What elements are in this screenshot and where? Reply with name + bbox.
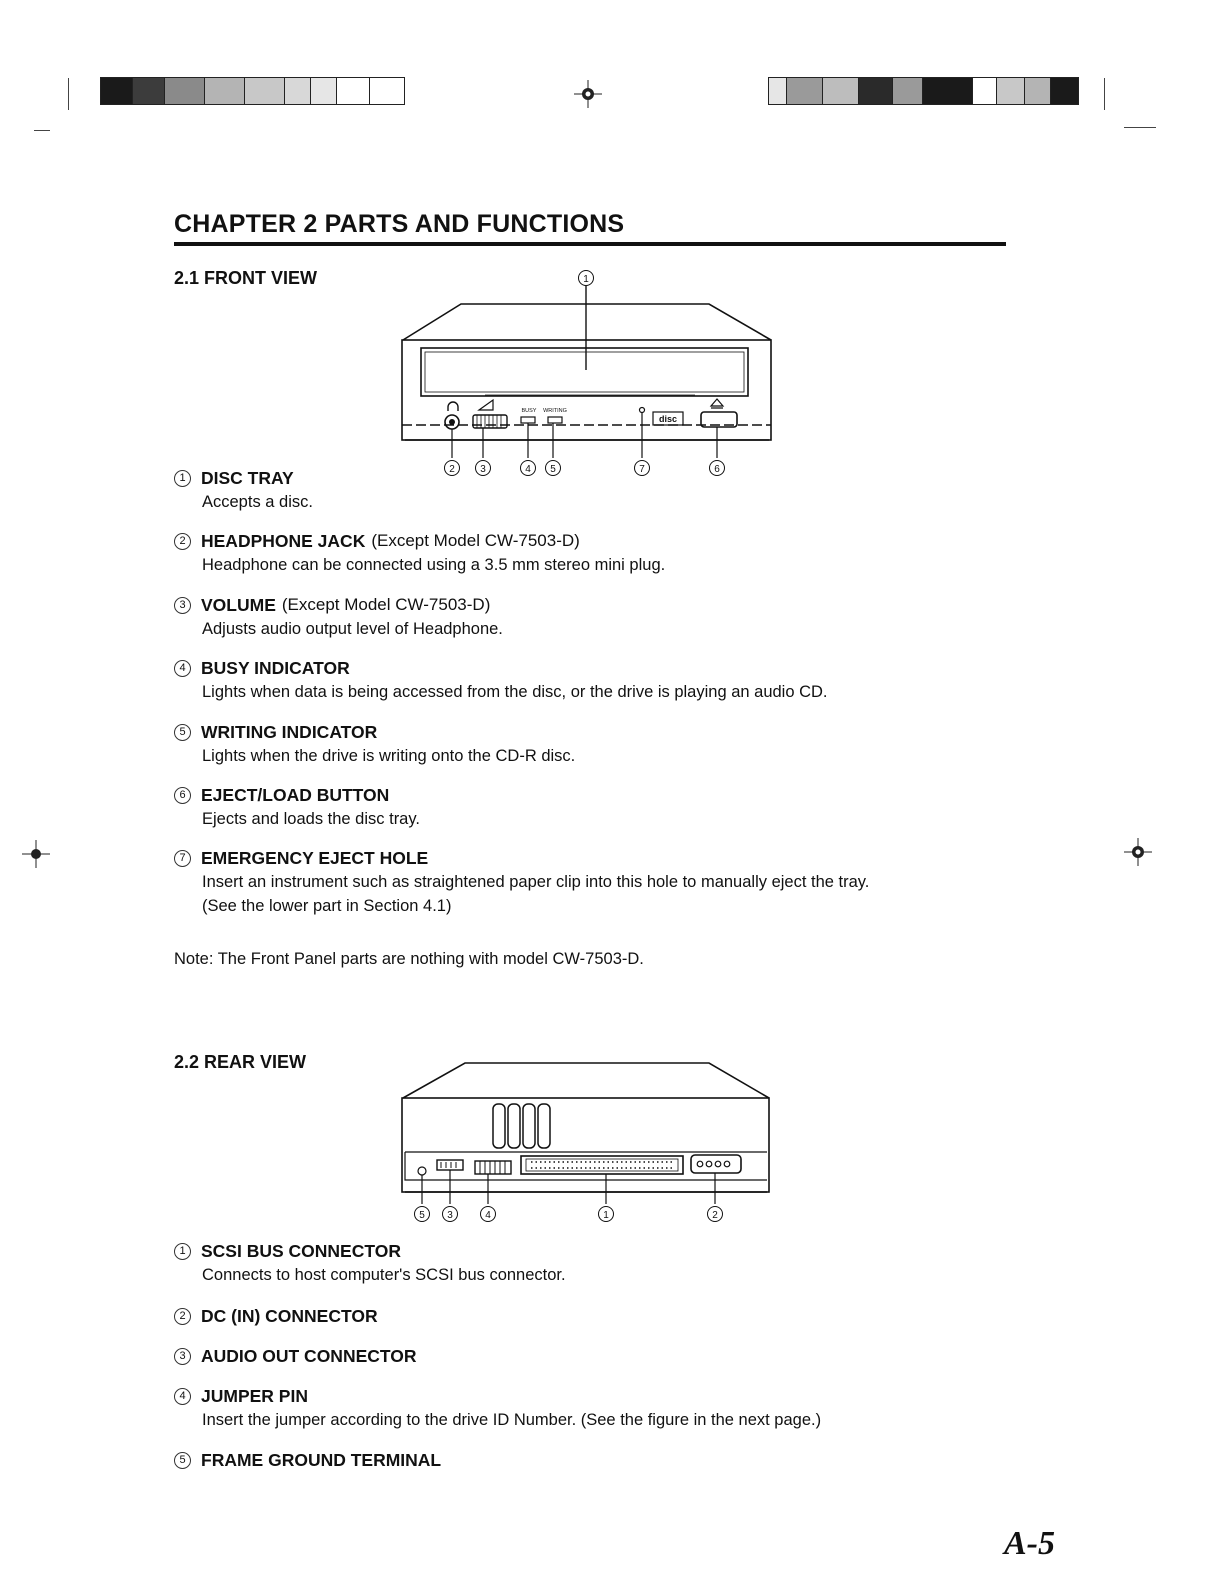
reg-swatch bbox=[205, 78, 245, 104]
item-label: JUMPER PIN bbox=[201, 1386, 308, 1406]
item-description: Ejects and loads the disc tray. bbox=[202, 810, 420, 828]
item-number: 4 bbox=[174, 660, 191, 677]
item-label: AUDIO OUT CONNECTOR bbox=[201, 1346, 417, 1366]
front-item-eject-load-button bbox=[174, 783, 1034, 831]
reg-swatch bbox=[101, 78, 133, 104]
writing-label: WRITING bbox=[543, 408, 567, 414]
item-number: 5 bbox=[174, 1452, 191, 1469]
item-description: Lights when the drive is writing onto the CD-R disc. bbox=[202, 747, 576, 765]
front-item-writing-indicator bbox=[174, 720, 1034, 768]
item-label: HEADPHONE JACK bbox=[201, 531, 366, 551]
item-number: 3 bbox=[174, 1348, 191, 1365]
item-description: Lights when data is being accessed from the disc, or the drive is playing an audio CD. bbox=[202, 683, 828, 701]
item-description: Headphone can be connected using a 3.5 mm stereo mini plug. bbox=[202, 556, 666, 574]
registration-bar-right bbox=[768, 77, 1079, 105]
front-item-emergency-eject-hole bbox=[174, 846, 1034, 918]
item-number: 4 bbox=[174, 1388, 191, 1405]
svg-text:1: 1 bbox=[583, 274, 589, 285]
writing-led bbox=[548, 417, 562, 423]
item-note: (Except Model CW-7503-D) bbox=[371, 531, 580, 550]
reg-swatch bbox=[311, 78, 337, 104]
rear-vents bbox=[493, 1104, 550, 1148]
reg-swatch bbox=[823, 78, 859, 104]
headphone-icon bbox=[448, 402, 458, 411]
item-label: FRAME GROUND TERMINAL bbox=[201, 1450, 442, 1470]
front-panel-note: Note: The Front Panel parts are nothing with model CW-7503-D. bbox=[174, 950, 644, 968]
registration-bar-left bbox=[100, 77, 405, 105]
reg-swatch bbox=[973, 78, 997, 104]
item-label: SCSI BUS CONNECTOR bbox=[201, 1241, 401, 1261]
volume-wheel bbox=[473, 415, 507, 428]
item-description: Insert the jumper according to the drive ID Number. (See the figure in the next page.) bbox=[202, 1411, 822, 1429]
front-item-busy-indicator bbox=[174, 656, 1034, 704]
svg-text:6: 6 bbox=[714, 464, 720, 475]
item-label: VOLUME bbox=[201, 595, 276, 615]
reg-swatch bbox=[285, 78, 311, 104]
item-number: 2 bbox=[174, 533, 191, 550]
item-label: DC (IN) CONNECTOR bbox=[201, 1306, 378, 1326]
chapter-title: CHAPTER 2 PARTS AND FUNCTIONS bbox=[174, 208, 1006, 246]
reg-swatch bbox=[1051, 78, 1078, 104]
registration-crosshair-icon bbox=[1124, 838, 1152, 866]
volume-icon bbox=[479, 400, 493, 410]
reg-swatch bbox=[859, 78, 893, 104]
item-number: 7 bbox=[174, 850, 191, 867]
svg-text:2: 2 bbox=[449, 464, 455, 475]
svg-text:2: 2 bbox=[712, 1210, 718, 1221]
reg-swatch bbox=[997, 78, 1025, 104]
front-item-headphone-jack bbox=[174, 529, 1034, 577]
item-number: 2 bbox=[174, 1308, 191, 1325]
svg-text:5: 5 bbox=[419, 1210, 425, 1221]
registration-crosshair-icon bbox=[574, 80, 602, 108]
svg-text:4: 4 bbox=[525, 464, 531, 475]
reg-swatch bbox=[337, 78, 370, 104]
item-description: Connects to host computer's SCSI bus connector. bbox=[202, 1266, 566, 1284]
rear-item-frame-ground-terminal bbox=[174, 1448, 1034, 1472]
reg-swatch bbox=[245, 78, 285, 104]
item-number: 6 bbox=[174, 787, 191, 804]
rear-view-heading: 2.2 REAR VIEW bbox=[174, 1052, 307, 1072]
front-item-volume bbox=[174, 593, 1034, 641]
reg-swatch bbox=[923, 78, 973, 104]
reg-swatch bbox=[165, 78, 205, 104]
item-number: 5 bbox=[174, 724, 191, 741]
trim-mark bbox=[1124, 127, 1156, 128]
front-item-disc-tray bbox=[174, 466, 1034, 514]
frame-ground-terminal bbox=[418, 1167, 426, 1175]
item-description-extra: (See the lower part in Section 4.1) bbox=[202, 897, 452, 915]
item-number: 1 bbox=[174, 1243, 191, 1260]
svg-text:4: 4 bbox=[485, 1210, 491, 1221]
reg-swatch bbox=[769, 78, 787, 104]
front-view-diagram bbox=[395, 264, 785, 484]
page-number: A-5 bbox=[1004, 1525, 1055, 1562]
item-description: Adjusts audio output level of Headphone. bbox=[202, 620, 503, 638]
svg-text:7: 7 bbox=[639, 464, 645, 475]
reg-swatch bbox=[370, 78, 404, 104]
rear-view-diagram bbox=[395, 1058, 785, 1230]
rear-item-scsi-bus-connector bbox=[174, 1239, 1034, 1287]
svg-text:3: 3 bbox=[480, 464, 486, 475]
trim-mark bbox=[34, 130, 50, 131]
front-view-heading: 2.1 FRONT VIEW bbox=[174, 268, 318, 288]
trim-mark bbox=[68, 78, 69, 110]
trim-mark bbox=[1104, 78, 1105, 110]
item-label: EMERGENCY EJECT HOLE bbox=[201, 848, 429, 868]
item-number: 3 bbox=[174, 597, 191, 614]
item-label: EJECT/LOAD BUTTON bbox=[201, 785, 390, 805]
svg-text:5: 5 bbox=[550, 464, 556, 475]
rear-item-jumper-pin bbox=[174, 1384, 1034, 1432]
item-label: DISC TRAY bbox=[201, 468, 294, 488]
disc-logo-label: disc bbox=[658, 414, 678, 424]
reg-swatch bbox=[133, 78, 165, 104]
item-label: BUSY INDICATOR bbox=[201, 658, 350, 678]
svg-text:3: 3 bbox=[447, 1210, 453, 1221]
reg-swatch bbox=[1025, 78, 1051, 104]
emergency-eject-hole bbox=[640, 408, 645, 413]
item-description: Insert an instrument such as straightened paper clip into this hole to manually eject the tray. bbox=[202, 873, 870, 891]
rear-item-audio-out-connector bbox=[174, 1344, 1034, 1368]
item-description: Accepts a disc. bbox=[202, 493, 313, 511]
item-number: 1 bbox=[174, 470, 191, 487]
busy-label: BUSY bbox=[521, 408, 537, 414]
dc-in-connector bbox=[691, 1155, 741, 1173]
eject-icon bbox=[711, 399, 723, 408]
rear-item-dc-in-connector bbox=[174, 1304, 1034, 1328]
registration-crosshair-icon bbox=[22, 840, 50, 868]
busy-led bbox=[521, 417, 535, 423]
reg-swatch bbox=[893, 78, 923, 104]
reg-swatch bbox=[787, 78, 823, 104]
svg-text:1: 1 bbox=[603, 1210, 609, 1221]
item-label: WRITING INDICATOR bbox=[201, 722, 378, 742]
item-note: (Except Model CW-7503-D) bbox=[281, 595, 491, 614]
